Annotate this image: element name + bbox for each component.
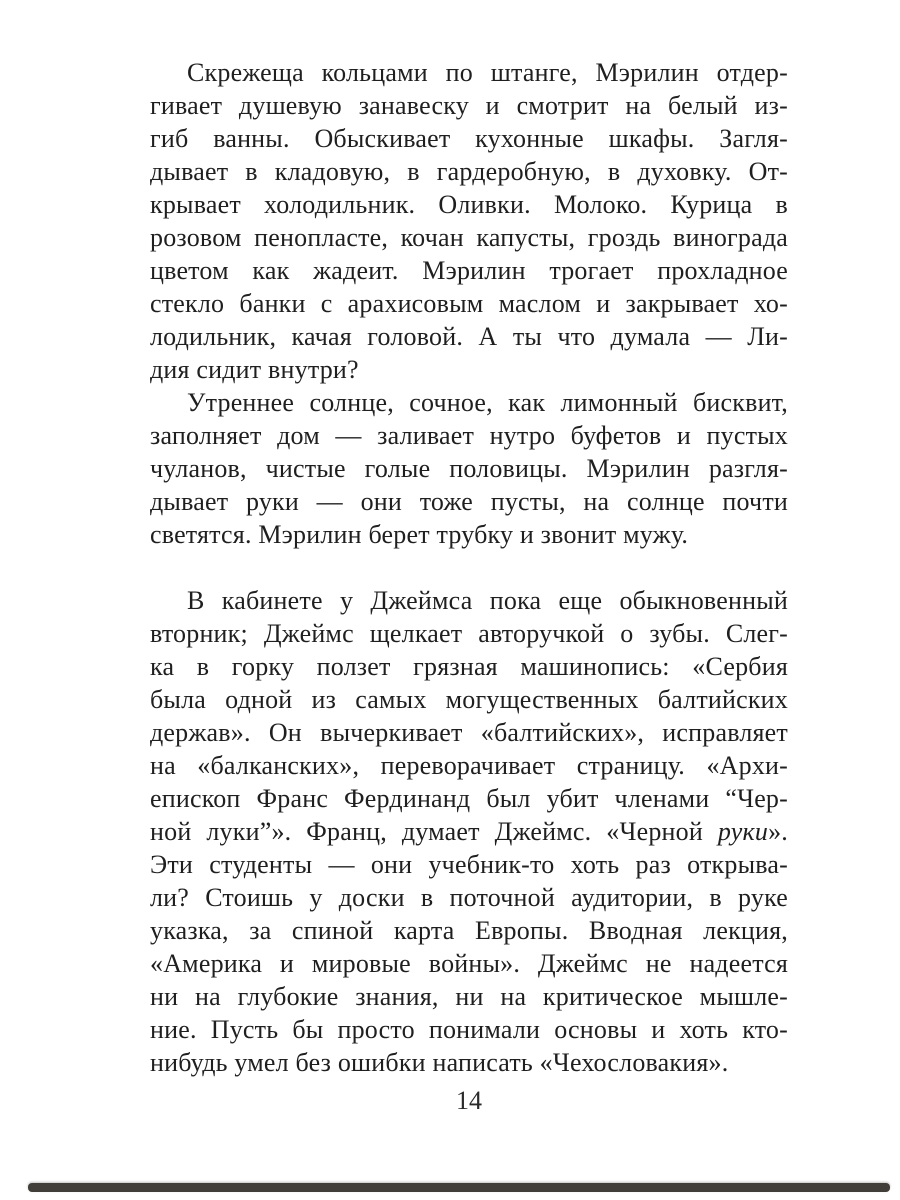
text-line: [150, 287, 788, 320]
text-line: [150, 848, 788, 881]
text-run: епископ Франс Фердинанд был убит членами “Чер-: [150, 784, 788, 813]
text-run: дывает в кладовую, в гардеробную, в духовку. От-: [150, 157, 788, 186]
text-run: «Америка и мировые войны». Джеймс не надеется: [150, 949, 788, 978]
page-number: 14: [456, 1086, 482, 1115]
text-run: заполняет дом — заливает нутро буфетов и пустых: [150, 421, 788, 450]
text-line: [150, 947, 788, 980]
text-line: [150, 683, 788, 716]
text-line: [150, 980, 788, 1013]
text-line: [150, 650, 788, 683]
text-run: светятся. Мэрилин берет трубку и звонит мужу.: [150, 520, 689, 549]
text-run: ной луки”». Франц, думает Джеймс. «Черной: [150, 817, 718, 846]
italic-text-run: руки: [717, 817, 769, 846]
text-run: ни на глубокие знания, ни на критическое мышле-: [150, 982, 788, 1011]
text-run: дия сидит внутри?: [150, 355, 359, 384]
text-line: [150, 914, 788, 947]
text-run: крывает холодильник. Оливки. Молоко. Курица в: [150, 190, 788, 219]
text-run: ние. Пусть бы просто понимали основы и хоть кто-: [150, 1015, 788, 1044]
text-line: [150, 353, 788, 386]
text-line: [150, 617, 788, 650]
text-line: [150, 320, 788, 353]
text-line: [150, 122, 788, 155]
text-line: [150, 518, 788, 551]
text-run: указка, за спиной карта Европы. Вводная лекция,: [150, 916, 788, 945]
text-line: [150, 815, 788, 848]
text-line: [150, 56, 788, 89]
text-line: [150, 89, 788, 122]
text-line: [150, 1013, 788, 1046]
text-line: [150, 881, 788, 914]
text-run: Эти студенты — они учебник-то хоть раз открыва-: [150, 850, 788, 879]
text-run: В кабинете у Джеймса пока еще обыкновенный: [187, 586, 788, 615]
text-line: [150, 584, 788, 617]
paragraph: [150, 584, 788, 1079]
text-line: [150, 452, 788, 485]
book-edge: [28, 1183, 890, 1192]
text-line: [150, 386, 788, 419]
text-run: ».: [768, 817, 788, 846]
text-line: [150, 221, 788, 254]
text-run: вторник; Джеймс щелкает авторучкой о зубы. Слег-: [150, 619, 788, 648]
text-run: на «балканских», переворачивает страницу. «Архи-: [150, 751, 788, 780]
text-block: [150, 56, 788, 1079]
text-line: [150, 749, 788, 782]
text-run: чуланов, чистые голые половицы. Мэрилин разгля-: [150, 454, 788, 483]
text-run: держав». Он вычеркивает «балтийских», исправляет: [150, 718, 788, 747]
text-run: нибудь умел без ошибки написать «Чехословакия».: [150, 1048, 729, 1077]
paragraph: [150, 56, 788, 386]
text-line: [150, 485, 788, 518]
text-run: ли? Стоишь у доски в поточной аудитории, в руке: [150, 883, 788, 912]
text-run: стекло банки с арахисовым маслом и закрывает хо-: [150, 289, 788, 318]
text-line: [150, 155, 788, 188]
text-run: дывает руки — они тоже пусты, на солнце почти: [150, 487, 788, 516]
text-run: лодильник, качая головой. А ты что думала — Ли-: [150, 322, 788, 351]
text-line: [150, 1046, 788, 1079]
paragraph: [150, 386, 788, 551]
text-line: [150, 188, 788, 221]
text-run: гивает душевую занавеску и смотрит на белый из-: [150, 91, 788, 120]
text-line: [150, 254, 788, 287]
text-run: была одной из самых могущественных балтийских: [150, 685, 788, 714]
text-run: Утреннее солнце, сочное, как лимонный бисквит,: [187, 388, 788, 417]
text-run: розовом пенопласте, кочан капусты, гроздь винограда: [150, 223, 788, 252]
text-run: Скрежеща кольцами по штанге, Мэрилин отдер-: [187, 58, 788, 87]
text-line: [150, 782, 788, 815]
text-run: ка в горку ползет грязная машинопись: «Сербия: [150, 652, 788, 681]
text-line: [150, 419, 788, 452]
text-run: гиб ванны. Обыскивает кухонные шкафы. Загля-: [150, 124, 788, 153]
text-line: [150, 716, 788, 749]
text-run: цветом как жадеит. Мэрилин трогает прохладное: [150, 256, 788, 285]
